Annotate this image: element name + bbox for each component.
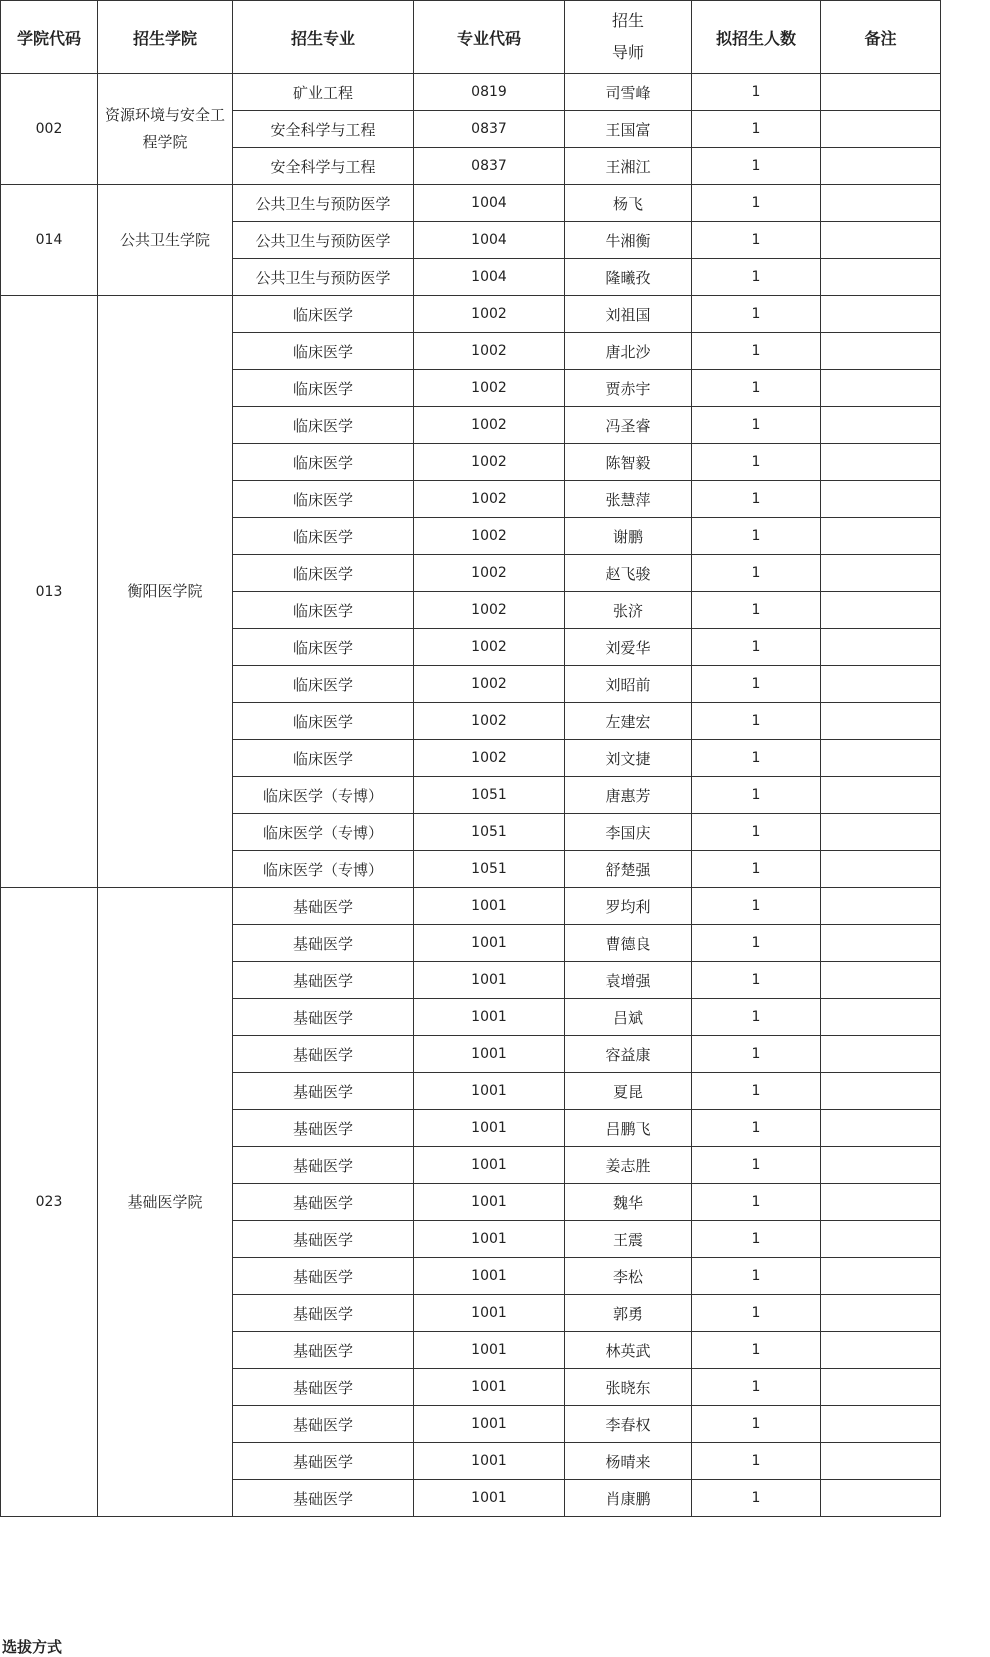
quota-cell: 1 — [692, 407, 821, 444]
remarks-cell — [821, 555, 941, 592]
quota-cell: 1 — [692, 592, 821, 629]
quota-cell: 1 — [692, 259, 821, 296]
major-cell: 公共卫生与预防医学 — [233, 259, 414, 296]
remarks-cell — [821, 481, 941, 518]
remarks-cell — [821, 888, 941, 925]
major-cell: 基础医学 — [233, 1480, 414, 1517]
remarks-cell — [821, 666, 941, 703]
remarks-cell — [821, 222, 941, 259]
table-row — [1, 74, 941, 111]
major-cell: 临床医学 — [233, 481, 414, 518]
remarks-cell — [821, 444, 941, 481]
remarks-cell — [821, 1295, 941, 1332]
supervisor-cell: 张慧萍 — [565, 481, 692, 518]
quota-cell: 1 — [692, 962, 821, 999]
quota-cell: 1 — [692, 1369, 821, 1406]
remarks-cell — [821, 740, 941, 777]
supervisor-cell: 王湘江 — [565, 148, 692, 185]
major-code-cell: 1001 — [414, 1480, 565, 1517]
remarks-cell — [821, 296, 941, 333]
quota-cell: 1 — [692, 1332, 821, 1369]
remarks-cell — [821, 925, 941, 962]
remarks-cell — [821, 74, 941, 111]
major-code-cell: 1001 — [414, 1221, 565, 1258]
remarks-cell — [821, 851, 941, 888]
major-code-cell: 1002 — [414, 333, 565, 370]
quota-cell: 1 — [692, 1147, 821, 1184]
supervisor-cell: 容益康 — [565, 1036, 692, 1073]
major-code-cell: 1001 — [414, 888, 565, 925]
major-code-cell: 1004 — [414, 222, 565, 259]
quota-cell: 1 — [692, 1443, 821, 1480]
major-cell: 矿业工程 — [233, 74, 414, 111]
supervisor-cell: 唐北沙 — [565, 333, 692, 370]
major-code-cell: 1001 — [414, 925, 565, 962]
remarks-cell — [821, 1369, 941, 1406]
college-code-cell: 002 — [1, 74, 98, 185]
supervisor-cell: 杨晴来 — [565, 1443, 692, 1480]
quota-cell: 1 — [692, 74, 821, 111]
remarks-cell — [821, 1184, 941, 1221]
supervisor-cell: 罗均利 — [565, 888, 692, 925]
header-major-code: 专业代码 — [414, 1, 565, 74]
major-code-cell: 1001 — [414, 1406, 565, 1443]
header-supervisor — [565, 1, 692, 74]
remarks-cell — [821, 1332, 941, 1369]
major-cell: 临床医学 — [233, 407, 414, 444]
header-supervisor-text: 招生 导师 — [611, 11, 644, 62]
major-cell: 临床医学 — [233, 518, 414, 555]
major-code-cell: 1051 — [414, 777, 565, 814]
quota-cell: 1 — [692, 1406, 821, 1443]
major-code-cell: 1002 — [414, 481, 565, 518]
header-college: 招生学院 — [98, 1, 233, 74]
major-cell: 安全科学与工程 — [233, 111, 414, 148]
quota-cell: 1 — [692, 1295, 821, 1332]
supervisor-cell: 冯圣睿 — [565, 407, 692, 444]
supervisor-cell: 林英武 — [565, 1332, 692, 1369]
quota-cell: 1 — [692, 333, 821, 370]
quota-cell: 1 — [692, 1184, 821, 1221]
remarks-cell — [821, 999, 941, 1036]
remarks-cell — [821, 1147, 941, 1184]
major-cell: 基础医学 — [233, 1443, 414, 1480]
remarks-cell — [821, 185, 941, 222]
major-code-cell: 1002 — [414, 407, 565, 444]
major-code-cell: 1001 — [414, 1073, 565, 1110]
remarks-cell — [821, 111, 941, 148]
remarks-cell — [821, 1258, 941, 1295]
major-code-cell: 0837 — [414, 111, 565, 148]
quota-cell: 1 — [692, 481, 821, 518]
major-cell: 临床医学 — [233, 592, 414, 629]
header-college-code: 学院代码 — [1, 1, 98, 74]
major-code-cell: 1002 — [414, 740, 565, 777]
remarks-cell — [821, 148, 941, 185]
major-cell: 临床医学 — [233, 296, 414, 333]
major-cell: 临床医学 — [233, 444, 414, 481]
major-cell: 安全科学与工程 — [233, 148, 414, 185]
supervisor-cell: 牛湘衡 — [565, 222, 692, 259]
quota-cell: 1 — [692, 851, 821, 888]
supervisor-cell: 刘昭前 — [565, 666, 692, 703]
major-code-cell: 1001 — [414, 999, 565, 1036]
quota-cell: 1 — [692, 666, 821, 703]
major-cell: 公共卫生与预防医学 — [233, 185, 414, 222]
header-row — [1, 1, 941, 74]
major-cell: 基础医学 — [233, 1110, 414, 1147]
supervisor-cell: 司雪峰 — [565, 74, 692, 111]
remarks-cell — [821, 1221, 941, 1258]
supervisor-cell: 李松 — [565, 1258, 692, 1295]
remarks-cell — [821, 1073, 941, 1110]
remarks-cell — [821, 407, 941, 444]
supervisor-cell: 张晓东 — [565, 1369, 692, 1406]
college-code-cell: 014 — [1, 185, 98, 296]
supervisor-cell: 刘爱华 — [565, 629, 692, 666]
major-cell: 临床医学（专博） — [233, 851, 414, 888]
remarks-cell — [821, 1443, 941, 1480]
quota-cell: 1 — [692, 629, 821, 666]
major-code-cell: 1051 — [414, 851, 565, 888]
college-name-cell: 资源环境与安全工程学院 — [98, 74, 233, 185]
major-cell: 临床医学 — [233, 555, 414, 592]
quota-cell: 1 — [692, 222, 821, 259]
major-cell: 临床医学（专博） — [233, 814, 414, 851]
quota-cell: 1 — [692, 185, 821, 222]
quota-cell: 1 — [692, 1258, 821, 1295]
major-cell: 基础医学 — [233, 1369, 414, 1406]
major-code-cell: 1001 — [414, 962, 565, 999]
supervisor-cell: 陈智毅 — [565, 444, 692, 481]
major-cell: 临床医学 — [233, 629, 414, 666]
major-code-cell: 1001 — [414, 1258, 565, 1295]
quota-cell: 1 — [692, 370, 821, 407]
major-cell: 基础医学 — [233, 1258, 414, 1295]
quota-cell: 1 — [692, 1221, 821, 1258]
remarks-cell — [821, 629, 941, 666]
supervisor-cell: 李国庆 — [565, 814, 692, 851]
major-cell: 基础医学 — [233, 1073, 414, 1110]
quota-cell: 1 — [692, 518, 821, 555]
quota-cell: 1 — [692, 740, 821, 777]
remarks-cell — [821, 962, 941, 999]
remarks-cell — [821, 777, 941, 814]
supervisor-cell: 贾赤宇 — [565, 370, 692, 407]
major-code-cell: 1001 — [414, 1036, 565, 1073]
supervisor-cell: 隆曦孜 — [565, 259, 692, 296]
supervisor-cell: 杨飞 — [565, 185, 692, 222]
supervisor-cell: 刘祖国 — [565, 296, 692, 333]
quota-cell: 1 — [692, 1480, 821, 1517]
major-code-cell: 1001 — [414, 1184, 565, 1221]
major-code-cell: 1002 — [414, 518, 565, 555]
major-code-cell: 1001 — [414, 1147, 565, 1184]
college-name-cell: 衡阳医学院 — [98, 296, 233, 888]
college-code-cell: 023 — [1, 888, 98, 1517]
supervisor-cell: 袁增强 — [565, 962, 692, 999]
supervisor-cell: 舒楚强 — [565, 851, 692, 888]
supervisor-cell: 魏华 — [565, 1184, 692, 1221]
major-code-cell: 1002 — [414, 296, 565, 333]
major-code-cell: 1001 — [414, 1295, 565, 1332]
table-body — [1, 74, 941, 1517]
major-cell: 基础医学 — [233, 1147, 414, 1184]
major-code-cell: 1051 — [414, 814, 565, 851]
major-code-cell: 1002 — [414, 555, 565, 592]
remarks-cell — [821, 259, 941, 296]
supervisor-cell: 张济 — [565, 592, 692, 629]
major-code-cell: 1002 — [414, 592, 565, 629]
quota-cell: 1 — [692, 296, 821, 333]
supervisor-cell: 李春权 — [565, 1406, 692, 1443]
major-code-cell: 1002 — [414, 444, 565, 481]
major-cell: 临床医学 — [233, 666, 414, 703]
supervisor-cell: 吕鹏飞 — [565, 1110, 692, 1147]
remarks-cell — [821, 592, 941, 629]
major-code-cell: 0819 — [414, 74, 565, 111]
quota-cell: 1 — [692, 148, 821, 185]
table-row — [1, 185, 941, 222]
major-cell: 基础医学 — [233, 999, 414, 1036]
major-code-cell: 1004 — [414, 259, 565, 296]
remarks-cell — [821, 1480, 941, 1517]
supervisor-cell: 夏昆 — [565, 1073, 692, 1110]
major-code-cell: 1002 — [414, 666, 565, 703]
header-quota: 拟招生人数 — [692, 1, 821, 74]
major-code-cell: 1001 — [414, 1332, 565, 1369]
major-cell: 临床医学（专博） — [233, 777, 414, 814]
major-cell: 基础医学 — [233, 962, 414, 999]
table-row — [1, 296, 941, 333]
college-name-cell: 基础医学院 — [98, 888, 233, 1517]
quota-cell: 1 — [692, 1036, 821, 1073]
remarks-cell — [821, 518, 941, 555]
remarks-cell — [821, 1036, 941, 1073]
header-remarks: 备注 — [821, 1, 941, 74]
college-code-cell: 013 — [1, 296, 98, 888]
supervisor-cell: 郭勇 — [565, 1295, 692, 1332]
major-cell: 公共卫生与预防医学 — [233, 222, 414, 259]
quota-cell: 1 — [692, 111, 821, 148]
major-cell: 临床医学 — [233, 740, 414, 777]
quota-cell: 1 — [692, 1073, 821, 1110]
quota-cell: 1 — [692, 888, 821, 925]
major-code-cell: 0837 — [414, 148, 565, 185]
major-code-cell: 1004 — [414, 185, 565, 222]
supervisor-cell: 刘文捷 — [565, 740, 692, 777]
major-cell: 基础医学 — [233, 1295, 414, 1332]
quota-cell: 1 — [692, 703, 821, 740]
remarks-cell — [821, 703, 941, 740]
major-code-cell: 1001 — [414, 1110, 565, 1147]
major-cell: 基础医学 — [233, 1406, 414, 1443]
remarks-cell — [821, 1406, 941, 1443]
supervisor-cell: 王震 — [565, 1221, 692, 1258]
supervisor-cell: 王国富 — [565, 111, 692, 148]
remarks-cell — [821, 1110, 941, 1147]
remarks-cell — [821, 814, 941, 851]
supervisor-cell: 姜志胜 — [565, 1147, 692, 1184]
major-code-cell: 1002 — [414, 703, 565, 740]
quota-cell: 1 — [692, 814, 821, 851]
remarks-cell — [821, 370, 941, 407]
major-code-cell: 1002 — [414, 629, 565, 666]
supervisor-cell: 唐惠芳 — [565, 777, 692, 814]
table-row — [1, 888, 941, 925]
college-name-cell: 公共卫生学院 — [98, 185, 233, 296]
major-cell: 基础医学 — [233, 1332, 414, 1369]
quota-cell: 1 — [692, 555, 821, 592]
supervisor-cell: 左建宏 — [565, 703, 692, 740]
major-cell: 临床医学 — [233, 370, 414, 407]
supervisor-cell: 赵飞骏 — [565, 555, 692, 592]
major-code-cell: 1002 — [414, 370, 565, 407]
major-cell: 基础医学 — [233, 1184, 414, 1221]
quota-cell: 1 — [692, 444, 821, 481]
header-major: 招生专业 — [233, 1, 414, 74]
supervisor-cell: 吕斌 — [565, 999, 692, 1036]
quota-cell: 1 — [692, 925, 821, 962]
major-cell: 基础医学 — [233, 888, 414, 925]
supervisor-cell: 肖康鹏 — [565, 1480, 692, 1517]
major-code-cell: 1001 — [414, 1443, 565, 1480]
major-cell: 基础医学 — [233, 1036, 414, 1073]
major-cell: 临床医学 — [233, 333, 414, 370]
major-code-cell: 1001 — [414, 1369, 565, 1406]
major-cell: 基础医学 — [233, 1221, 414, 1258]
remarks-cell — [821, 333, 941, 370]
quota-cell: 1 — [692, 999, 821, 1036]
supervisor-cell: 谢鹏 — [565, 518, 692, 555]
major-cell: 临床医学 — [233, 703, 414, 740]
supervisor-cell: 曹德良 — [565, 925, 692, 962]
quota-cell: 1 — [692, 777, 821, 814]
major-cell: 基础医学 — [233, 925, 414, 962]
section-heading-selection: 选拔方式 — [2, 1638, 63, 1656]
quota-cell: 1 — [692, 1110, 821, 1147]
